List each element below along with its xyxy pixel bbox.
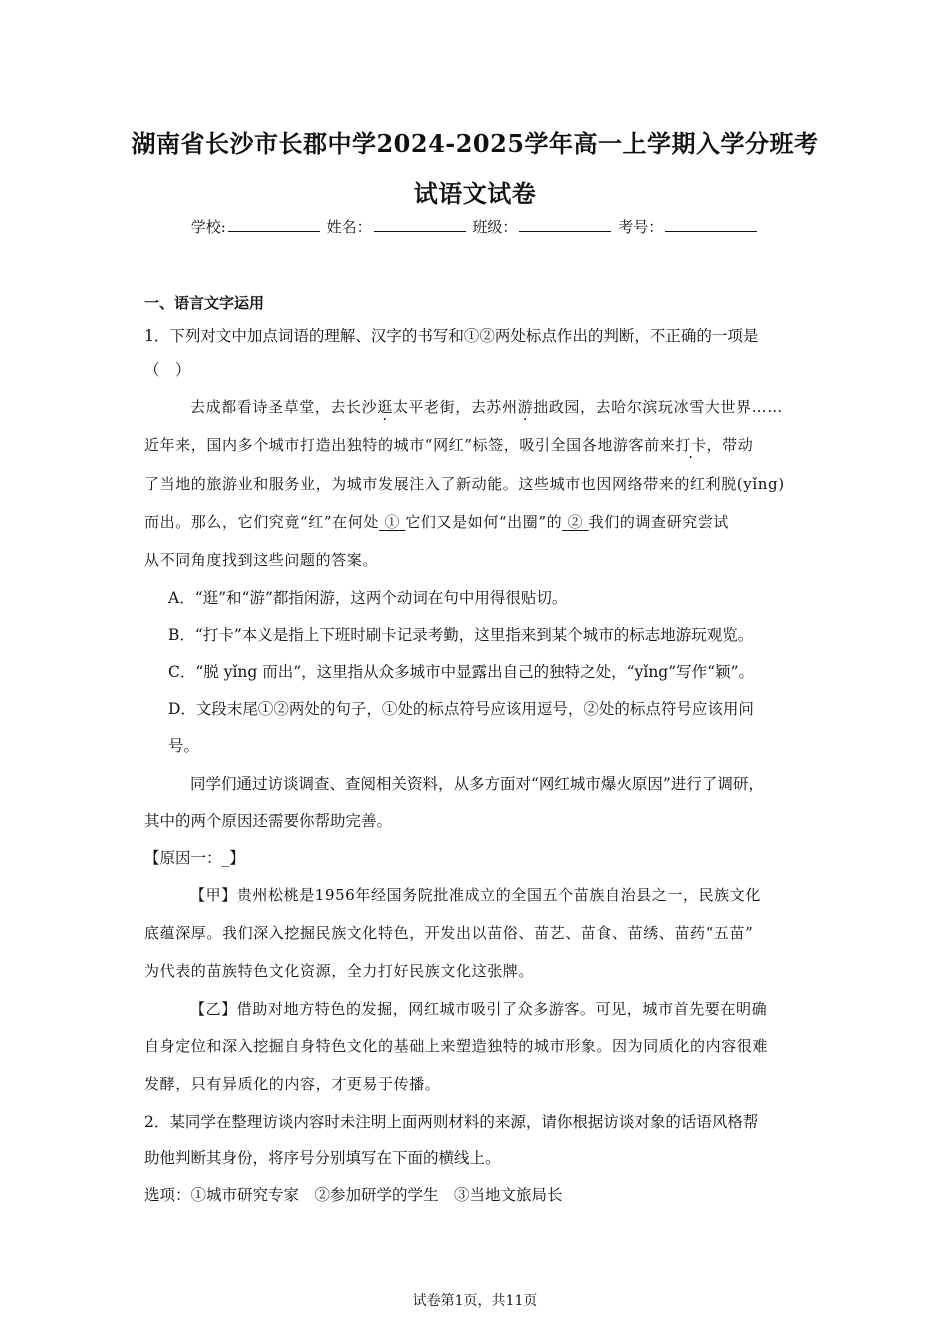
intro-line-2: 其中的两个原因还需要你帮助完善。 — [144, 812, 393, 830]
question-1-stem: 1．下列对文中加点词语的理解、汉字的书写和①②两处标点作出的判断，不正确的一项是 — [144, 327, 759, 345]
option-a: A．“逛”和“游”都指闲游，这两个动词在句中用得很贴切。 — [168, 589, 568, 607]
option-c: C．“脱 yǐng 而出”，这里指从众多城市中显露出自己的独特之处，“yǐng”写作“颖”。 — [168, 663, 754, 681]
option-b: B．“打卡”本义是指上下班时刷卡记录考勤，这里指来到某个城市的标志地游玩观览。 — [168, 626, 754, 644]
option-d-cont: 号。 — [168, 737, 200, 755]
dotted-word: 逛 — [377, 398, 393, 416]
material-jia-line-2: 底蕴深厚。我们深入挖掘民族文化特色，开发出以苗俗、苗艺、苗食、苗绣、苗药“五苗” — [144, 924, 754, 942]
number-label: 考号： — [618, 218, 664, 236]
material-yi-line-3: 发酵，只有异质化的内容，才更易于传播。 — [144, 1075, 441, 1093]
passage-line-4: 而出。那么，它们究竟“红”在何处 ① 它们又是如何“出圈”的 ② 我们的调查研究尝试 — [144, 513, 730, 531]
question-2-line-2: 助他判断其身份，将序号分别填写在下面的横线上。 — [144, 1149, 501, 1167]
school-blank — [228, 217, 320, 232]
blank-1: ① — [384, 513, 400, 531]
class-label: 班级： — [472, 218, 518, 236]
school-label: 学校: — [190, 218, 226, 236]
dotted-word: 游 — [517, 398, 534, 416]
material-yi-line-1: 【乙】借助对地方特色的发掘，网红城市吸引了众多游客。可见，城市首先要在明确 — [190, 1000, 768, 1018]
material-jia-line-3: 为代表的苗族特色文化资源，全力打好民族文化这张牌。 — [144, 962, 535, 980]
page-footer: 试卷第1页，共11页 — [412, 1293, 538, 1309]
number-blank — [665, 217, 757, 232]
passage-line-3: 了当地的旅游业和服务业，为城市发展注入了新动能。这些城市也因网络带来的红利脱(yǐng) — [144, 475, 785, 493]
exam-title-line2: 试语文试卷 — [413, 179, 537, 208]
material-jia-line-1: 【甲】贵州松桃是1956年经国务院批准成立的全国五个苗族自治县之一，民族文化 — [190, 886, 761, 904]
name-blank — [374, 217, 466, 232]
passage-line-2: 近年来，国内多个城市打造出独特的城市“网红”标签，吸引全国各地游客前来打卡，带动 — [144, 436, 754, 454]
option-d: D．文段末尾①②两处的句子，①处的标点符号应该用逗号，②处的标点符号应该用问 — [168, 700, 754, 718]
question-2-line-1: 2．某同学在整理访谈内容时未注明上面两则材料的来源，请你根据访谈对象的话语风格帮 — [144, 1113, 759, 1131]
name-label: 姓名： — [326, 218, 372, 236]
question-1-paren: （ ） — [144, 361, 191, 379]
intro-line-1: 同学们通过访谈调查、查阅相关资料，从多方面对“网红城市爆火原因”进行了调研， — [190, 775, 764, 793]
exam-title-line1: 湖南省长沙市长郡中学2024-2025学年高一上学期入学分班考 — [131, 129, 819, 158]
material-yi-line-2: 自身定位和深入挖掘自身特色文化的基础上来塑造独特的城市形象。因为同质化的内容很难 — [144, 1037, 769, 1055]
question-2-options: 选项：①城市研究专家 ②参加研学的学生 ③当地文旅局长 — [144, 1186, 563, 1204]
blank-2: ② — [567, 513, 584, 531]
passage-line-1: 去成都看诗圣草堂，去长沙逛太平老街，去苏州游拙政园，去哈尔滨玩冰雪大世界…… — [190, 398, 783, 416]
dotted-word: 打卡 — [675, 436, 707, 454]
reason-one: 【原因一：_】 — [144, 849, 245, 867]
section-heading: 一、语言文字运用 — [144, 294, 265, 312]
passage-line-5: 从不同角度找到这些问题的答案。 — [144, 551, 379, 569]
student-info-line — [0, 216, 950, 237]
class-blank — [519, 217, 611, 232]
